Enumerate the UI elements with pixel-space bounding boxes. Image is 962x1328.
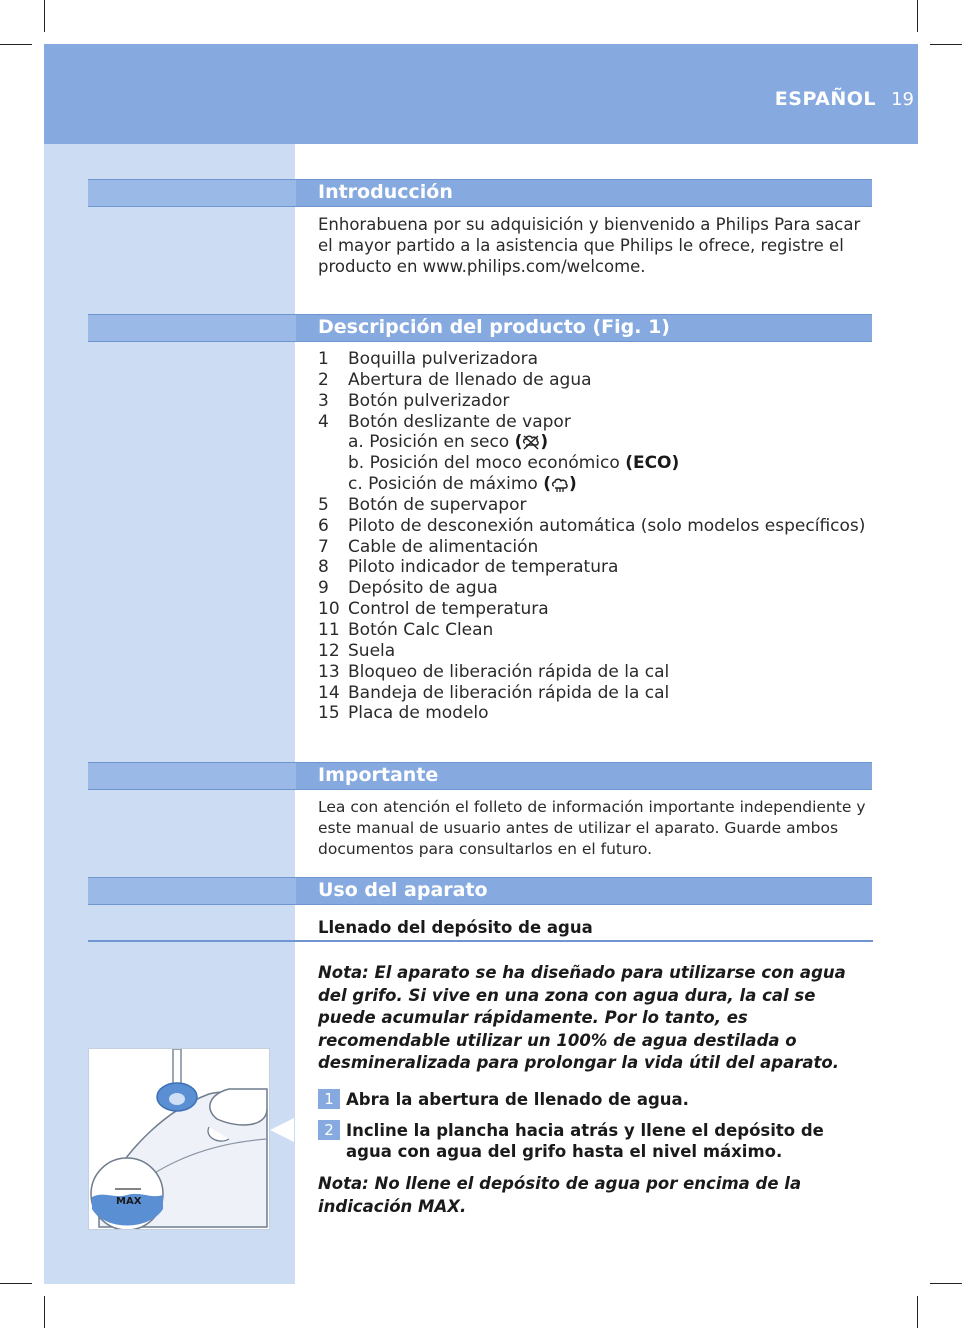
list-item: 12 Suela (318, 640, 396, 661)
step-1 (318, 1089, 874, 1110)
section-bar-left (88, 315, 296, 341)
hand (210, 1089, 267, 1125)
list-subitem: a. Posición en seco ( ) (348, 432, 549, 453)
product-parts-list (318, 349, 874, 724)
list-subitem: c. Posición de máximo ( ) (348, 474, 577, 495)
section-bar-left (88, 878, 296, 904)
divider (88, 940, 873, 942)
list-item: 6 Piloto de desconexión automática (solo modelos específicos) (318, 515, 866, 536)
crop-mark (917, 1296, 918, 1328)
section-title: Introducción (318, 181, 453, 203)
list-item: 13 Bloqueo de liberación rápida de la cal (318, 661, 670, 682)
crop-mark (44, 1296, 45, 1328)
section-title: Uso del aparato (318, 879, 488, 901)
step-text: Incline la plancha hacia atrás y llene el depósito de agua con agua del grifo hasta el nivel máximo. (346, 1121, 824, 1161)
note-water-type: Nota: El aparato se ha diseñado para utilizarse con agua del grifo. Si vive en una zona con agua dura, la cal se puede acumular rápidamente. Por lo tanto, es recomendable utilizar un 100% de agua destilada o desmineralizada para prolongar la vida útil del aparato. (318, 963, 846, 1073)
section-title: Descripción del producto (Fig. 1) (318, 316, 670, 338)
list-item: 5 Botón de supervapor (318, 494, 527, 515)
list-subitem: b. Posición del moco económico (ECO) (348, 453, 680, 474)
list-item: 11 Botón Calc Clean (318, 619, 494, 640)
list-item: 7 Cable de alimentación (318, 536, 539, 557)
crop-mark (930, 1283, 962, 1284)
section-bar-usage (88, 877, 872, 905)
fill-opening-inner (169, 1093, 185, 1105)
list-item: 10 Control de temperatura (318, 599, 549, 620)
list-item: 3 Botón pulverizador (318, 390, 510, 411)
section-bar-important (88, 762, 872, 790)
step-number: 2 (318, 1120, 340, 1140)
step-number: 1 (318, 1089, 340, 1109)
language-label: ESPAÑOL (774, 88, 876, 110)
crop-mark (917, 0, 918, 32)
list-item: 8 Piloto indicador de temperatura (318, 557, 619, 578)
list-item: 15 Placa de modelo (318, 703, 489, 724)
list-item: 1 Boquilla pulverizadora (318, 349, 539, 369)
list-item: 4 Botón deslizante de vapor (318, 411, 571, 432)
figure-pointer (270, 1118, 294, 1142)
note-max-level: Nota: No llene el depósito de agua por encima de la indicación MAX. (318, 1174, 802, 1216)
section-bar-left (88, 763, 296, 789)
section-bar-description (88, 314, 872, 342)
crop-mark (0, 44, 32, 45)
list-item: 14 Bandeja de liberación rápida de la cal (318, 682, 670, 703)
section-bar-intro (88, 179, 872, 207)
section-bar-left (88, 180, 296, 206)
crop-mark (0, 1283, 32, 1284)
list-item: 2 Abertura de llenado de agua (318, 369, 592, 390)
subsection-heading: Llenado del depósito de agua (318, 918, 593, 937)
step-text: Abra la abertura de llenado de agua. (346, 1090, 689, 1109)
dry-steam-icon (522, 434, 540, 450)
page-number: 19 (891, 89, 914, 110)
section-title: Importante (318, 764, 439, 786)
crop-mark (44, 0, 45, 32)
max-label: MAX (116, 1196, 142, 1207)
faucet-pipe (173, 1049, 181, 1087)
iron-filling-illustration (88, 1048, 270, 1230)
max-steam-icon (551, 476, 569, 492)
iron-illustration-svg (89, 1049, 269, 1229)
list-item: 9 Depósito de agua (318, 578, 498, 599)
important-text: Lea con atención el folleto de información importante independiente y este manual de usuario antes de utilizar el aparato. Guarde ambos documentos para consultarlos en el futuro. (318, 798, 866, 858)
step-2 (318, 1120, 874, 1162)
crop-mark (930, 44, 962, 45)
intro-text: Enhorabuena por su adquisición y bienvenido a Philips Para sacar el mayor partido a la asistencia que Philips le ofrece, registre el producto en www.philips.com/welcome. (318, 215, 861, 276)
